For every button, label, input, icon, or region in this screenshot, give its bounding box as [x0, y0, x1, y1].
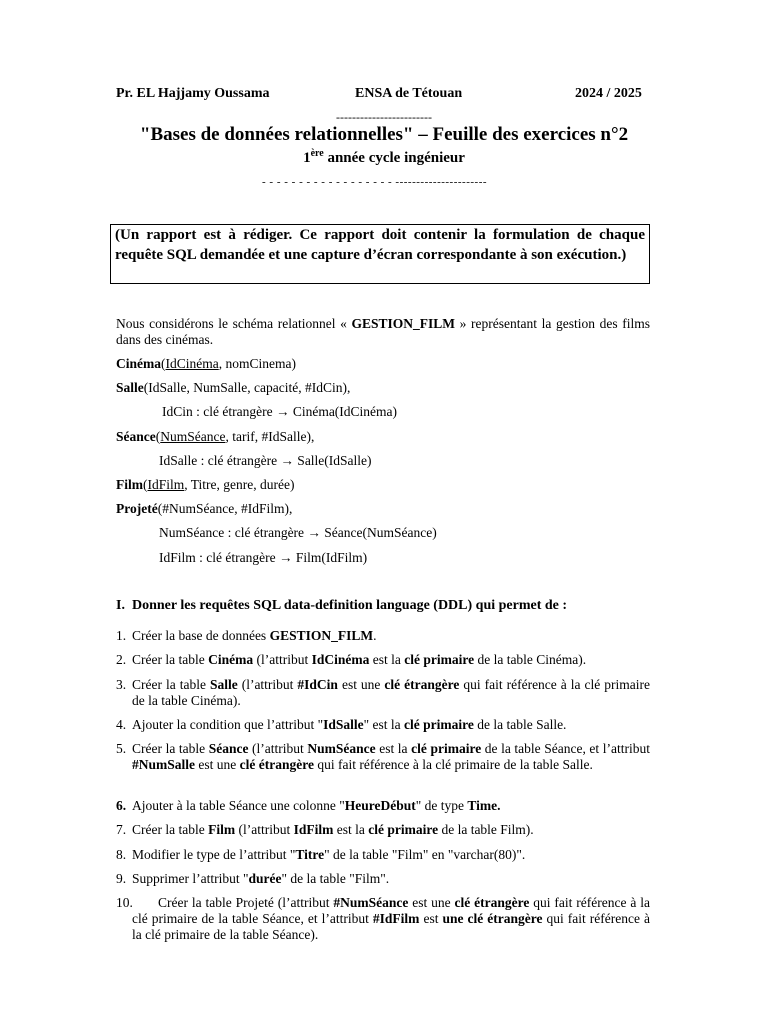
academic-year: 2024 / 2025: [575, 86, 642, 101]
item-number: 10.: [116, 895, 133, 910]
relation-attributes: (IdSalle, NumSalle, capacité, #IdCin),: [143, 380, 351, 395]
document-title: "Bases de données relationnelles" – Feuille des exercices n°2: [139, 124, 629, 145]
report-notice-box: (Un rapport est à rédiger. Ce rapport doit contenir la formulation de chaque requête SQL demandée et une capture d’écran correspondante à son exécution.): [110, 224, 650, 284]
list-item: 4. Ajouter la condition que l’attribut "IdSalle" est la clé primaire de la table Salle.: [116, 717, 567, 732]
schema-film: Film(IdFilm, Titre, genre, durée): [116, 477, 295, 492]
fk-salle-idcin: IdCin : clé étrangère → Cinéma(IdCinéma): [162, 404, 398, 419]
item-number: 2.: [116, 652, 127, 667]
relation-name: Salle: [116, 380, 144, 395]
intro-paragraph: [116, 316, 650, 348]
item-number: 1.: [116, 628, 127, 643]
author-name: Pr. EL Hajjamy Oussama: [116, 86, 270, 101]
subtitle-superscript: ère: [310, 148, 324, 159]
section-heading: [116, 598, 567, 614]
schema-salle: [116, 380, 350, 396]
relation-attributes: , Titre, genre, durée): [184, 477, 295, 492]
item-number: 9.: [116, 871, 127, 886]
relation-name: Projeté: [116, 501, 158, 516]
schema-projete: [116, 501, 292, 517]
schema-cinema: Cinéma(IdCinéma, nomCinema): [116, 356, 296, 371]
list-item: 5. Créer la table Séance (l’attribut NumSéance est la clé primaire de la table Séance, et l’attribut #NumSalle est une clé étrangère qui fait référence à la clé primaire de la table Salle.: [116, 741, 650, 772]
relation-name: Film: [116, 477, 143, 492]
school-name: ENSA de Tétouan: [355, 86, 463, 101]
primary-key: NumSéance: [160, 429, 226, 444]
primary-key: IdFilm: [147, 477, 185, 492]
list-item: 1. Créer la base de données GESTION_FILM.: [116, 628, 377, 643]
list-item: 6. Ajouter à la table Séance une colonne "HeureDébut" de type Time.: [116, 798, 501, 813]
primary-key: IdCinéma: [165, 356, 219, 371]
bottom-separator: - - - - - - - - - - - - - - - - - - ----------------------: [262, 176, 488, 188]
schema-seance: Séance(NumSéance, tarif, #IdSalle),: [116, 429, 315, 444]
item-number: 7.: [116, 822, 127, 837]
fk-projete-numseance: NumSéance : clé étrangère → Séance(NumSéance): [159, 525, 437, 540]
item-number: 8.: [116, 847, 127, 862]
item-number: 6.: [116, 798, 127, 813]
list-item: 9. Supprimer l’attribut "durée" de la table "Film".: [116, 871, 390, 886]
relation-name: Cinéma: [116, 356, 161, 371]
list-item: 3. Créer la table Salle (l’attribut #IdCin est une clé étrangère qui fait référence à la clé primaire de la table Cinéma).: [116, 677, 650, 708]
section-number: I.: [116, 598, 125, 613]
relation-attributes: , nomCinema): [218, 356, 296, 371]
relation-attributes: , tarif, #IdSalle),: [225, 429, 315, 444]
fk-seance-idsalle: IdSalle : clé étrangère → Salle(IdSalle): [159, 453, 372, 468]
list-item: 8. Modifier le type de l’attribut "Titre" de la table "Film" en "varchar(80)".: [116, 847, 526, 862]
item-number: 4.: [116, 717, 127, 732]
subtitle-text: année cycle ingénieur: [323, 150, 465, 166]
document-subtitle: [0, 148, 768, 167]
top-separator: ------------------------: [336, 110, 432, 124]
relation-attributes: (#NumSéance, #IdFilm),: [157, 501, 293, 516]
list-item: 10. Créer la table Projeté (l’attribut #NumSéance est une clé étrangère qui fait référence à la clé primaire de la table Séance, et l’attribut #IdFilm est une clé étrangère qui fait référence à la clé primaire de la table Séance).: [116, 895, 651, 942]
section-title: Donner les requêtes SQL data-definition language (DDL) qui permet de :: [132, 598, 568, 613]
intro-text-end: » représentant la gestion des films dans des cinémas.: [116, 316, 650, 347]
list-item: 7. Créer la table Film (l’attribut IdFilm est la clé primaire de la table Film).: [116, 822, 534, 837]
schema-name: GESTION_FILM: [351, 316, 456, 331]
item-number: 3.: [116, 677, 127, 692]
intro-text-start: Nous considérons le schéma relationnel «: [116, 316, 352, 331]
list-item: 2. Créer la table Cinéma (l’attribut IdCinéma est la clé primaire de la table Cinéma).: [116, 652, 587, 667]
fk-projete-idfilm: IdFilm : clé étrangère → Film(IdFilm): [159, 550, 368, 565]
item-number: 5.: [116, 741, 127, 756]
subtitle-year-number: 1: [303, 150, 311, 166]
relation-name: Séance: [116, 429, 156, 444]
